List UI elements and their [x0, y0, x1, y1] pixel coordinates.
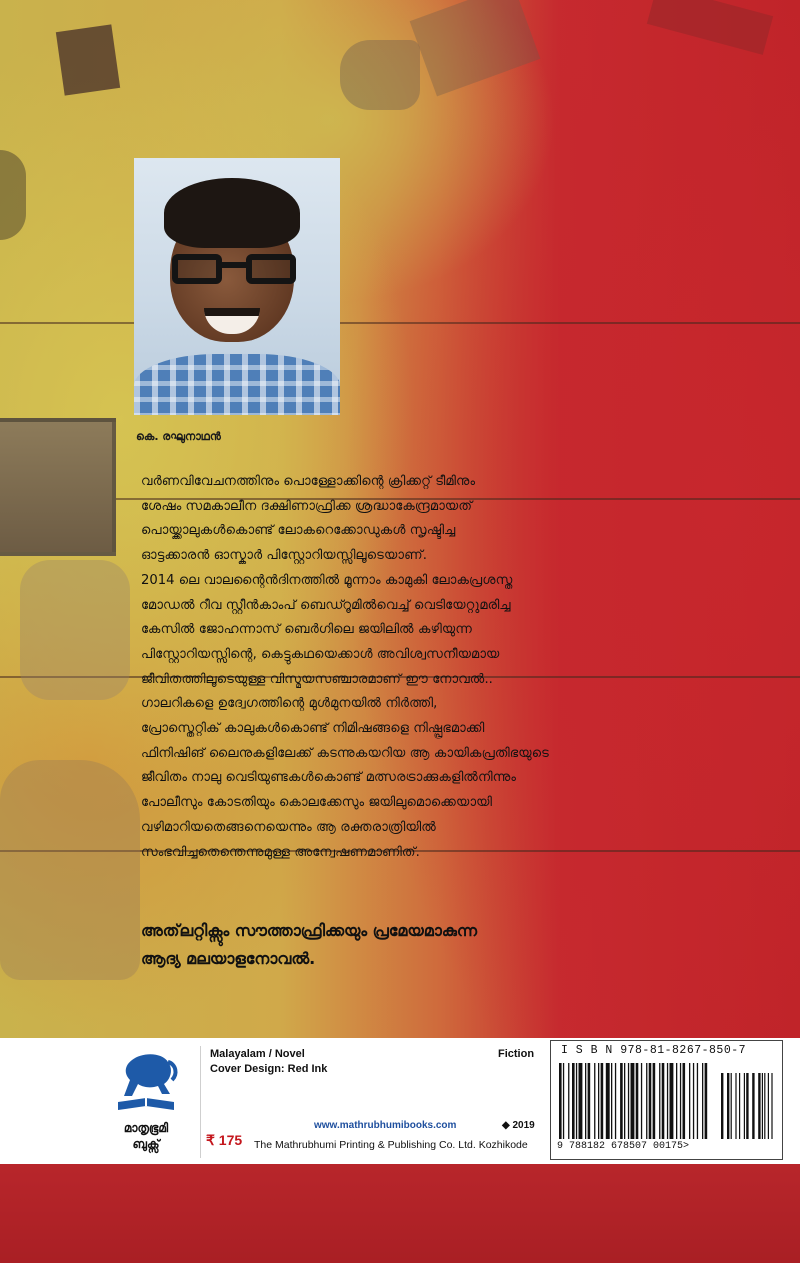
- painted-figure: [20, 560, 130, 700]
- painted-window: [0, 418, 116, 556]
- wood-plank-line: [0, 322, 800, 324]
- cover-design-credit: Cover Design: Red Ink: [210, 1063, 328, 1075]
- painted-leg: [647, 0, 773, 55]
- blurb-line: ജീവിതത്തിലൂടെയുള്ള വിസ്മയസഞ്ചാരമാണ് ഈ നോവൽ..: [141, 671, 493, 687]
- price-label: ₹ 175: [206, 1132, 243, 1148]
- publisher-logo: [110, 1050, 182, 1160]
- website-link[interactable]: www.mathrubhumibooks.com: [314, 1120, 457, 1131]
- blurb-line: സംഭവിച്ചതെന്തെന്നുമുള്ള അന്വേഷണമാണിത്.: [141, 844, 420, 860]
- blurb-line: ഗാലറികളെ ഉദ്വേഗത്തിന്റെ മുൾമുനയിൽ നിർത്തി,: [141, 696, 438, 712]
- barcode-digits: 9 788182 678507 00175>: [557, 1141, 690, 1152]
- blurb-line: വർണവിവേചനത്തിനും പൊള്ളോക്കിന്റെ ക്രിക്കറ്റ് ടീമിനും: [141, 474, 476, 489]
- tagline-line: അത്‌ലറ്റിക്സും സൗത്താഫ്രിക്കയും പ്രമേയമാകുന്ന: [141, 921, 478, 940]
- painted-figure: [0, 760, 140, 980]
- isbn-number: I S B N 978-81-8267-850-7: [561, 1044, 747, 1057]
- tagline: [141, 917, 661, 973]
- publisher-logo-text: ബുക്സ്: [132, 1137, 160, 1151]
- isbn-barcode: [550, 1040, 783, 1160]
- blurb-line: കേസിൽ ജോഹന്നാസ് ബെർഗിലെ ജയിലിൽ കഴിയുന്ന: [141, 622, 472, 638]
- blurb-line: ജീവിതം നാലു വെടിയുണ്ടകൾകൊണ്ട് മത്സരട്രാക്കുകളിൽനിന്നും: [141, 770, 517, 786]
- blurb-line: പൊയ്ക്കാലുകൾകൊണ്ട് ലോകറെക്കോഡുകൾ സൃഷ്ടിച്ച: [141, 523, 456, 539]
- elephant-book-icon: [112, 1050, 180, 1118]
- blurb-line: ഫിനിഷിങ് ലൈനുകളിലേക്ക് കടന്നുകയറിയ ആ കായികപ്രതിഭയുടെ: [141, 745, 549, 761]
- blurb-line: ഓട്ടക്കാരൻ ഓസ്കാർ പിസ്റ്റോറിയസ്സിലൂടെയാണ്.: [141, 548, 427, 564]
- painted-shoe: [340, 40, 420, 110]
- tagline-line: ആദ്യ മലയാളനോവൽ.: [141, 949, 316, 968]
- painted-shoe: [56, 24, 120, 95]
- publisher-name: The Mathrubhumi Printing & Publishing Co. Ltd. Kozhikode: [254, 1139, 528, 1151]
- publisher-logo-text: മാതൃഭൂമി: [123, 1121, 169, 1135]
- blurb-line: പോലീസും കോടതിയും കൊലക്കേസും ജയിലുമൊക്കെയായി: [141, 795, 492, 811]
- blurb-line: വഴിമാറിയതെങ്ങനെയെന്നും ആ രക്തരാത്രിയിൽ: [141, 819, 436, 835]
- year-text: 2019: [512, 1120, 535, 1131]
- painted-leg: [410, 0, 541, 96]
- blurb-line: പ്രോസ്തെറ്റിക് കാലുകൾകൊണ്ട് നിമിഷങ്ങളെ നിഷ്പ്രഭമാക്കി: [141, 721, 485, 737]
- blurb-line: പിസ്റ്റോറിയസ്സിന്റെ, കെട്ടുകഥയെക്കാൾ അവിശ്വസനീയമായ: [141, 646, 500, 662]
- blurb-line: മോഡൽ റീവ സ്റ്റീൻകാംപ് ബെഡ്റൂമിൽവെച്ച് വെടിയേറ്റുമരിച്ച: [141, 597, 511, 613]
- divider: [200, 1046, 201, 1158]
- diamond-icon: ◆: [502, 1120, 510, 1131]
- blurb-line: 2014 ലെ വാലന്റൈൻദിനത്തിൽ മൂന്നാം കാമുകി ലോകപ്രശസ്ത: [141, 572, 513, 588]
- blurb-text: [141, 470, 661, 865]
- author-name: കെ. രഘുനാഥൻ: [136, 430, 221, 443]
- blurb-line: ശേഷം സമകാലീന ദക്ഷിണാഫ്രിക്ക ശ്രദ്ധാകേന്ദ്രമായത്: [141, 498, 473, 514]
- barcode-bars: [559, 1063, 774, 1139]
- publication-year: [502, 1120, 535, 1131]
- genre-label: Malayalam / Novel: [210, 1048, 305, 1060]
- painted-wheel: [0, 150, 26, 240]
- bottom-red-band: [0, 1164, 800, 1263]
- category-label: Fiction: [498, 1048, 535, 1060]
- author-photo: [134, 158, 340, 415]
